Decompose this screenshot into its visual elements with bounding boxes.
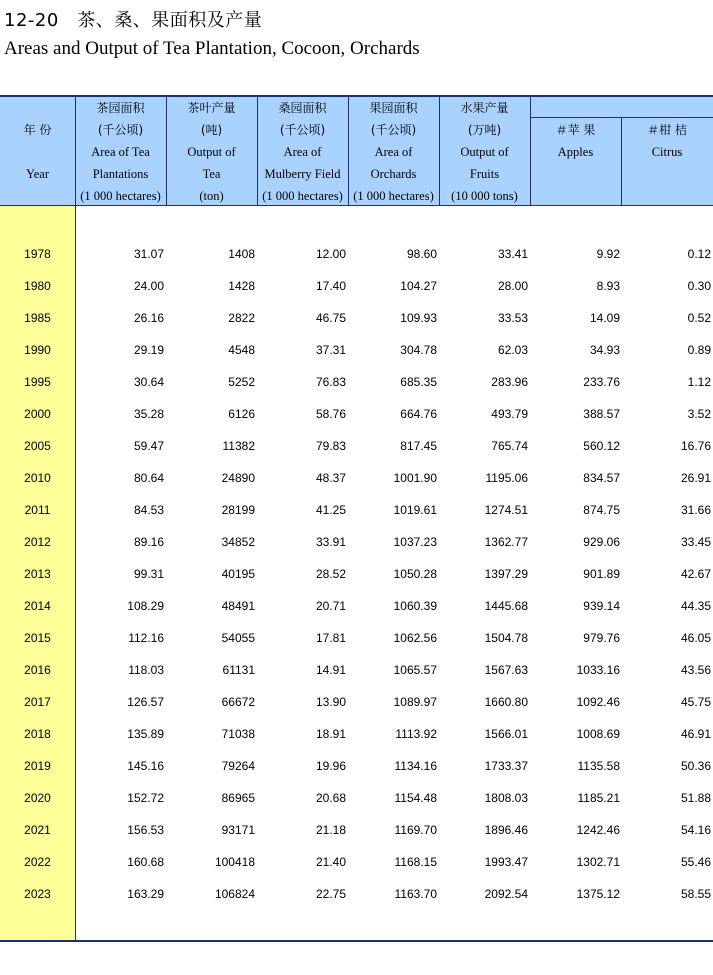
- cell-apples: 901.89: [583, 567, 620, 581]
- cell-citrus: 16.76: [680, 439, 711, 453]
- cell-tea-output: 28199: [221, 503, 255, 517]
- cell-mulberry-area: 13.90: [315, 695, 346, 709]
- cell-tea-output: 48491: [221, 599, 255, 613]
- cell-tea-area: 118.03: [128, 663, 164, 677]
- cell-orchard-area: 1001.90: [393, 471, 437, 485]
- cell-citrus: 45.75: [680, 695, 711, 709]
- cell-tea-area: 24.00: [133, 279, 164, 293]
- cell-citrus: 0.30: [687, 279, 711, 293]
- cell-year: 2021: [24, 823, 51, 837]
- table-bottom-rule: [0, 940, 713, 942]
- cell-tea-output: 79264: [221, 759, 255, 773]
- cell-fruit-output: 765.74: [491, 439, 528, 453]
- cell-mulberry-area: 58.76: [315, 407, 346, 421]
- table-row: [0, 279, 713, 299]
- header-apples: ＃苹 果 Apples: [555, 123, 596, 159]
- cell-mulberry-area: 14.91: [315, 663, 346, 677]
- cell-tea-area: 160.68: [127, 855, 164, 869]
- cell-apples: 14.09: [589, 311, 620, 325]
- cell-fruit-output: 1808.03: [484, 791, 528, 805]
- cell-fruit-output: 283.96: [491, 375, 528, 389]
- cell-tea-output: 93171: [221, 823, 255, 837]
- cell-fruit-output: 28.00: [497, 279, 528, 293]
- cell-citrus: 50.36: [680, 759, 711, 773]
- cell-orchard-area: 1062.56: [393, 631, 437, 645]
- cell-apples: 388.57: [583, 407, 620, 421]
- cell-year: 2005: [24, 439, 51, 453]
- cell-fruit-output: 1504.78: [484, 631, 528, 645]
- cell-mulberry-area: 22.75: [315, 887, 346, 901]
- cell-citrus: 42.67: [680, 567, 711, 581]
- cell-tea-output: 11382: [222, 439, 255, 453]
- cell-year: 2016: [24, 663, 51, 677]
- cell-orchard-area: 685.35: [400, 375, 437, 389]
- cell-tea-output: 71038: [221, 727, 255, 741]
- cell-citrus: 54.16: [680, 823, 711, 837]
- table-row: [0, 727, 713, 747]
- table-row: [0, 471, 713, 491]
- cell-tea-output: 40195: [221, 567, 255, 581]
- cell-fruit-output: 1896.46: [484, 823, 528, 837]
- cell-fruit-output: 1567.63: [484, 663, 528, 677]
- cell-tea-output: 4548: [228, 343, 255, 357]
- cell-orchard-area: 1060.39: [393, 599, 437, 613]
- cell-tea-output: 6126: [228, 407, 255, 421]
- cell-tea-area: 31.07: [133, 247, 164, 261]
- cell-year: 1985: [24, 311, 51, 325]
- table-row: [0, 567, 713, 587]
- cell-mulberry-area: 21.18: [315, 823, 346, 837]
- cell-tea-area: 80.64: [133, 471, 164, 485]
- cell-fruit-output: 1274.51: [484, 503, 528, 517]
- cell-mulberry-area: 41.25: [315, 503, 346, 517]
- cell-year: 2000: [24, 407, 51, 421]
- cell-orchard-area: 1037.23: [393, 535, 437, 549]
- cell-tea-area: 156.53: [127, 823, 164, 837]
- header-tea-area: 茶园面积 (千公顷) Area of Tea Plantations (1 000 hectares): [80, 101, 161, 203]
- cell-apples: 1185.21: [577, 791, 620, 805]
- cell-year: 2020: [24, 791, 51, 805]
- cell-citrus: 43.56: [680, 663, 711, 677]
- cell-tea-output: 1428: [228, 279, 255, 293]
- cell-citrus: 55.46: [680, 855, 711, 869]
- cell-orchard-area: 1065.57: [393, 663, 437, 677]
- table-row: [0, 247, 713, 267]
- cell-year: 2014: [24, 599, 51, 613]
- table-row: [0, 855, 713, 875]
- cell-mulberry-area: 46.75: [315, 311, 346, 325]
- header-citrus: ＃柑 桔 Citrus: [647, 123, 687, 159]
- table-row: [0, 791, 713, 811]
- table-row: [0, 663, 713, 683]
- cell-orchard-area: 1154.48: [394, 791, 437, 805]
- cell-apples: 8.93: [596, 279, 620, 293]
- cell-citrus: 33.45: [680, 535, 711, 549]
- cell-tea-area: 99.31: [133, 567, 164, 581]
- cell-year: 2013: [24, 567, 51, 581]
- header-tea-output: 茶叶产量 (吨) Output of Tea (ton): [187, 101, 236, 203]
- cell-tea-area: 35.28: [133, 407, 164, 421]
- cell-orchard-area: 817.45: [400, 439, 437, 453]
- cell-citrus: 0.52: [687, 311, 711, 325]
- cell-fruit-output: 62.03: [497, 343, 528, 357]
- cell-apples: 233.76: [583, 375, 620, 389]
- cell-orchard-area: 104.27: [400, 279, 437, 293]
- cell-tea-area: 84.53: [133, 503, 164, 517]
- table-title-en: Areas and Output of Tea Plantation, Cocoon, Orchards: [4, 38, 420, 59]
- cell-apples: 1242.46: [576, 823, 620, 837]
- cell-mulberry-area: 33.91: [315, 535, 346, 549]
- cell-citrus: 46.05: [680, 631, 711, 645]
- cell-citrus: 26.91: [680, 471, 711, 485]
- cell-fruit-output: 33.53: [497, 311, 528, 325]
- cell-apples: 1092.46: [576, 695, 620, 709]
- cell-mulberry-area: 28.52: [315, 567, 346, 581]
- cell-orchard-area: 109.93: [400, 311, 437, 325]
- cell-mulberry-area: 48.37: [315, 471, 346, 485]
- cell-orchard-area: 98.60: [406, 247, 437, 261]
- cell-tea-output: 100418: [214, 855, 255, 869]
- cell-citrus: 51.88: [680, 791, 711, 805]
- cell-tea-output: 5252: [228, 375, 255, 389]
- cell-orchard-area: 304.78: [400, 343, 437, 357]
- cell-year: 2015: [24, 631, 51, 645]
- cell-apples: 939.14: [583, 599, 620, 613]
- cell-fruit-output: 1566.01: [484, 727, 528, 741]
- cell-citrus: 0.89: [687, 343, 711, 357]
- cell-mulberry-area: 19.96: [315, 759, 346, 773]
- statistics-table: [0, 95, 713, 942]
- cell-mulberry-area: 20.68: [315, 791, 346, 805]
- cell-mulberry-area: 18.91: [315, 727, 346, 741]
- table-row: [0, 631, 713, 651]
- cell-orchard-area: 1050.28: [393, 567, 437, 581]
- cell-apples: 34.93: [589, 343, 620, 357]
- cell-citrus: 0.12: [687, 247, 711, 261]
- table-row: [0, 407, 713, 427]
- cell-year: 2012: [24, 535, 51, 549]
- cell-year: 2017: [24, 695, 51, 709]
- cell-citrus: 58.55: [680, 887, 711, 901]
- cell-orchard-area: 664.76: [400, 407, 437, 421]
- header-year: 年 份 Year: [23, 123, 52, 181]
- table-row: [0, 759, 713, 779]
- cell-tea-output: 106824: [214, 887, 255, 901]
- cell-tea-area: 126.57: [127, 695, 164, 709]
- cell-year: 2010: [24, 471, 51, 485]
- table-number-title-cn: 12-20 茶、桑、果面积及产量: [4, 10, 263, 31]
- table-row: [0, 535, 713, 555]
- cell-tea-area: 108.29: [127, 599, 164, 613]
- cell-year: 1990: [24, 343, 51, 357]
- cell-tea-area: 163.29: [127, 887, 164, 901]
- cell-apples: 1008.69: [576, 727, 620, 741]
- cell-apples: 1375.12: [576, 887, 620, 901]
- cell-year: 2019: [24, 759, 51, 773]
- cell-year: 1978: [24, 247, 51, 261]
- cell-year: 2018: [24, 727, 51, 741]
- table-row: [0, 887, 713, 907]
- cell-fruit-output: 2092.54: [484, 887, 528, 901]
- table-row: [0, 375, 713, 395]
- cell-apples: 1135.58: [577, 759, 620, 773]
- cell-mulberry-area: 21.40: [315, 855, 346, 869]
- cell-fruit-output: 493.79: [491, 407, 528, 421]
- cell-fruit-output: 1733.37: [484, 759, 528, 773]
- cell-tea-area: 135.89: [127, 727, 164, 741]
- cell-apples: 929.06: [583, 535, 620, 549]
- cell-fruit-output: 1195.06: [485, 471, 528, 485]
- cell-mulberry-area: 20.71: [315, 599, 346, 613]
- cell-citrus: 46.91: [680, 727, 711, 741]
- cell-orchard-area: 1168.15: [394, 855, 437, 869]
- cell-apples: 834.57: [583, 471, 620, 485]
- header-orchard-area: 果园面积 (千公顷) Area of Orchards (1 000 hectares): [353, 101, 434, 203]
- cell-tea-output: 61131: [222, 663, 255, 677]
- cell-tea-output: 66672: [221, 695, 255, 709]
- cell-orchard-area: 1134.16: [394, 759, 437, 773]
- cell-tea-output: 54055: [221, 631, 255, 645]
- cell-orchard-area: 1169.70: [394, 823, 437, 837]
- cell-fruit-output: 1445.68: [484, 599, 528, 613]
- cell-tea-area: 145.16: [127, 759, 164, 773]
- cell-fruit-output: 1993.47: [484, 855, 528, 869]
- cell-orchard-area: 1089.97: [393, 695, 437, 709]
- cell-fruit-output: 1660.80: [484, 695, 528, 709]
- cell-tea-area: 30.64: [133, 375, 164, 389]
- cell-citrus: 3.52: [687, 407, 711, 421]
- cell-tea-area: 59.47: [133, 439, 164, 453]
- cell-citrus: 1.12: [687, 375, 711, 389]
- cell-year: 2022: [24, 855, 51, 869]
- cell-tea-area: 152.72: [127, 791, 164, 805]
- table-row: [0, 823, 713, 843]
- cell-mulberry-area: 79.83: [315, 439, 346, 453]
- cell-tea-output: 86965: [221, 791, 255, 805]
- cell-tea-area: 112.16: [128, 631, 164, 645]
- table-row: [0, 439, 713, 459]
- cell-fruit-output: 1397.29: [484, 567, 528, 581]
- cell-mulberry-area: 17.81: [315, 631, 346, 645]
- cell-apples: 874.75: [583, 503, 620, 517]
- cell-orchard-area: 1113.92: [395, 727, 437, 741]
- cell-year: 1980: [24, 279, 51, 293]
- table-row: [0, 343, 713, 363]
- cell-tea-area: 29.19: [133, 343, 164, 357]
- cell-citrus: 31.66: [680, 503, 711, 517]
- cell-apples: 1302.71: [576, 855, 620, 869]
- table-row: [0, 599, 713, 619]
- cell-apples: 1033.16: [576, 663, 620, 677]
- table-row: [0, 503, 713, 523]
- cell-tea-output: 34852: [221, 535, 255, 549]
- header-mulberry-area: 桑园面积 (千公顷) Area of Mulberry Field (1 000 hectares): [262, 101, 343, 203]
- cell-apples: 560.12: [583, 439, 620, 453]
- cell-tea-area: 89.16: [133, 535, 164, 549]
- cell-orchard-area: 1019.61: [393, 503, 437, 517]
- table-row: [0, 695, 713, 715]
- cell-year: 1995: [24, 375, 51, 389]
- cell-mulberry-area: 37.31: [315, 343, 346, 357]
- cell-tea-output: 24890: [221, 471, 255, 485]
- cell-mulberry-area: 76.83: [315, 375, 346, 389]
- header-fruit-output: 水果产量 (万吨) Output of Fruits (10 000 tons): [451, 101, 518, 203]
- cell-apples: 979.76: [583, 631, 620, 645]
- cell-citrus: 44.35: [680, 599, 711, 613]
- cell-year: 2023: [24, 887, 51, 901]
- cell-mulberry-area: 12.00: [315, 247, 346, 261]
- cell-year: 2011: [24, 503, 51, 517]
- cell-fruit-output: 1362.77: [484, 535, 528, 549]
- cell-fruit-output: 33.41: [497, 247, 528, 261]
- cell-tea-output: 2822: [228, 311, 255, 325]
- cell-tea-area: 26.16: [133, 311, 164, 325]
- cell-mulberry-area: 17.40: [315, 279, 346, 293]
- cell-apples: 9.92: [596, 247, 620, 261]
- table-row: [0, 311, 713, 331]
- cell-orchard-area: 1163.70: [394, 887, 437, 901]
- cell-tea-output: 1408: [228, 247, 255, 261]
